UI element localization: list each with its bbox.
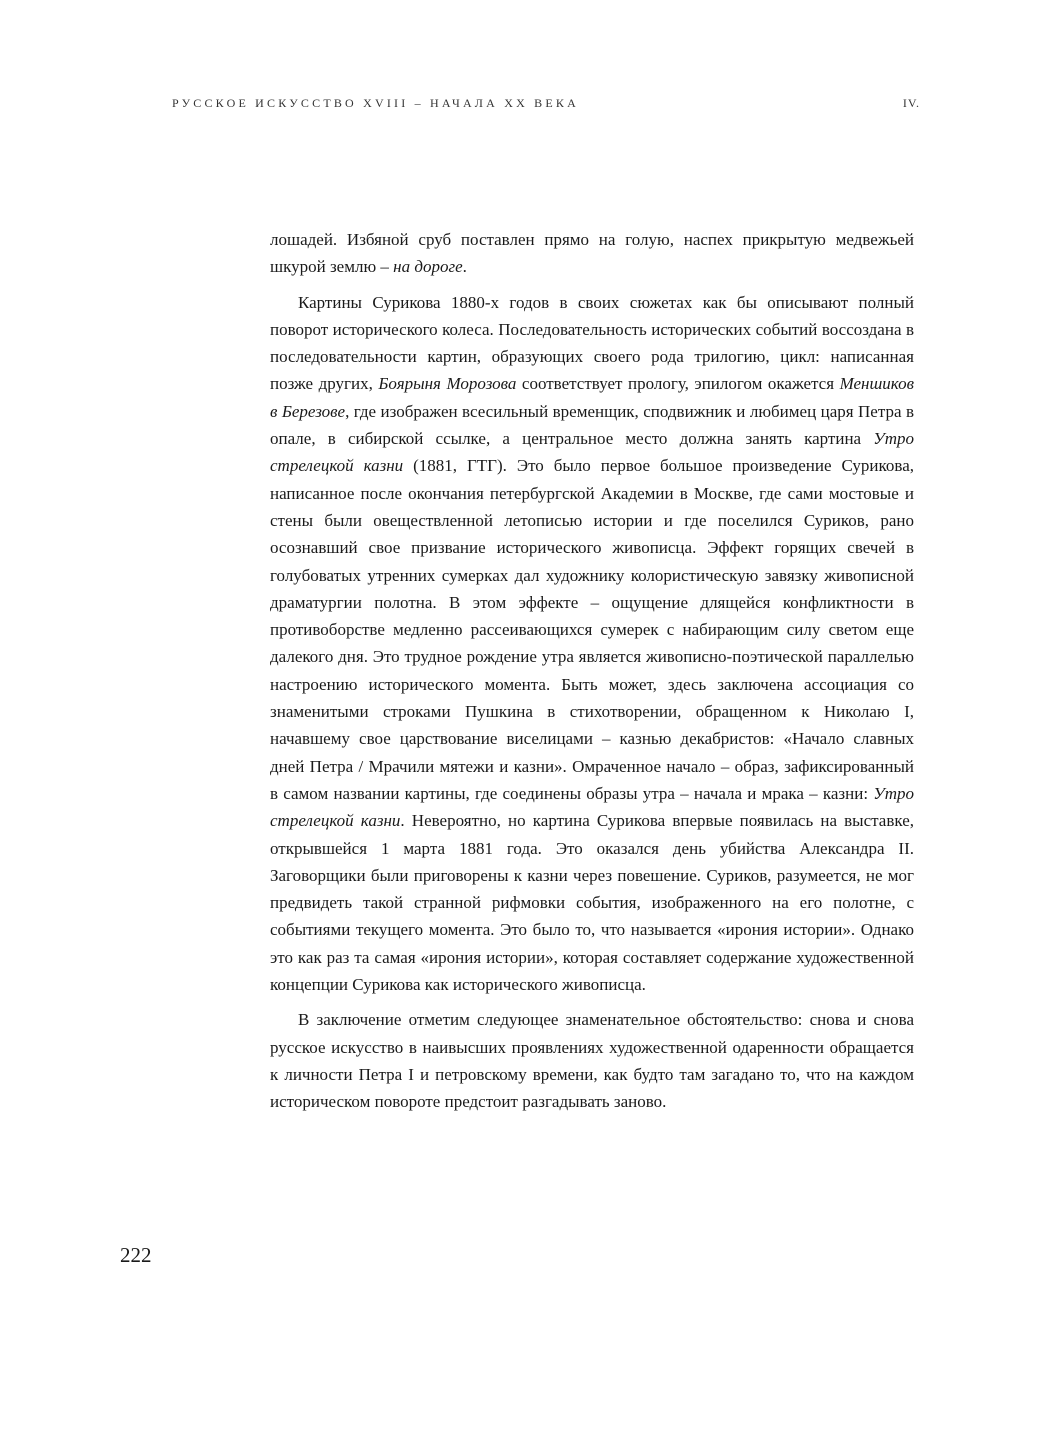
text-run: соответствует прологу, эпилогом окажется (516, 374, 840, 394)
paragraph (270, 289, 914, 999)
text-run: , где изображен всесильный временщик, сподвижник и любимец царя Петра в опале, в сибирской ссылке, а центральное место должна занять картина (270, 401, 915, 449)
page-number: 222 (120, 1243, 152, 1267)
italic-title: Меншиков в Березове (270, 374, 914, 421)
running-head-section: IV. (902, 96, 920, 110)
body-text (270, 226, 914, 1116)
text-run: В заключение отметим следующее знаменательное обстоятельство: снова и снова русское искусство в наивысших проявлениях художественной одаренности обращается к личности Петра I и петровскому времени, как будто там загадано то, что на каждом историческом повороте предстоит разгадывать заново. (270, 1010, 914, 1112)
running-head (172, 96, 920, 111)
paragraph (270, 226, 914, 281)
text-run: . (462, 257, 467, 277)
paragraph (270, 1006, 914, 1115)
text-run: лошадей. Избяной сруб поставлен прямо на голую, наспех прикрытую медвежьей шкурой землю – (270, 230, 914, 277)
text-run: . Невероятно, но картина Сурикова впервые появилась на выставке, открывшейся 1 марта 1881 года. Это оказался день убийства Александра II. Заговорщики были приговорены к казни через повешение. Суриков, разумеется, не мог предвидеть такой странной рифмовки события, изображенного на его полотне, с событиями текущего момента. Это было то, что называется «ирония истории». Однако это как раз та самая «ирония истории», которая составляет содержание художественной концепции Сурикова как исторического живописца. (270, 811, 914, 995)
italic-title: на дороге (393, 257, 463, 277)
running-head-title: РУССКОЕ ИСКУССТВО XVIII – НАЧАЛА XX ВЕКА (172, 96, 579, 110)
text-run: Картины Сурикова 1880-х годов в своих сюжетах как бы описывают полный поворот исторического колеса. Последовательность исторических событий воссоздана в последовательности картин, образующих своего рода трилогию, цикл: написанная позже других, (270, 292, 914, 394)
text-run: (1881, ГТГ). Это было первое большое произведение Сурикова, написанное после окончания петербургской Академии в Москве, где сами мостовые и стены были овеществленной летописью истории и где поселился Суриков, рано осознавший свое призвание исторического живописца. Эффект горящих свечей в голубоватых утренних сумерках дал художнику колористическую завязку живописной драматургии полотна. В этом эффекте – ощущение длящейся конфликтности в противоборстве медленно рассеивающихся сумерек с набирающим силу светом еще далекого дня. Это трудное рождение утра является живописно-поэтической параллелью настроению исторического момента. Быть может, здесь заключена ассоциация со знаменитыми строками Пушкина в стихотворении, обращенном к Николаю I, начавшему свое царствование виселицами – казнью декабристов: «Начало славных дней Петра / Мрачили мятежи и казни». Омраченное начало – образ, зафиксированный в самом названии картины, где соединены образы утра – начала и мрака – казни: (270, 456, 914, 803)
italic-title: Утро стрелецкой казни (270, 783, 914, 831)
italic-title: Утро стрелецкой казни (270, 429, 914, 476)
italic-title: Боярыня Морозова (378, 374, 517, 394)
